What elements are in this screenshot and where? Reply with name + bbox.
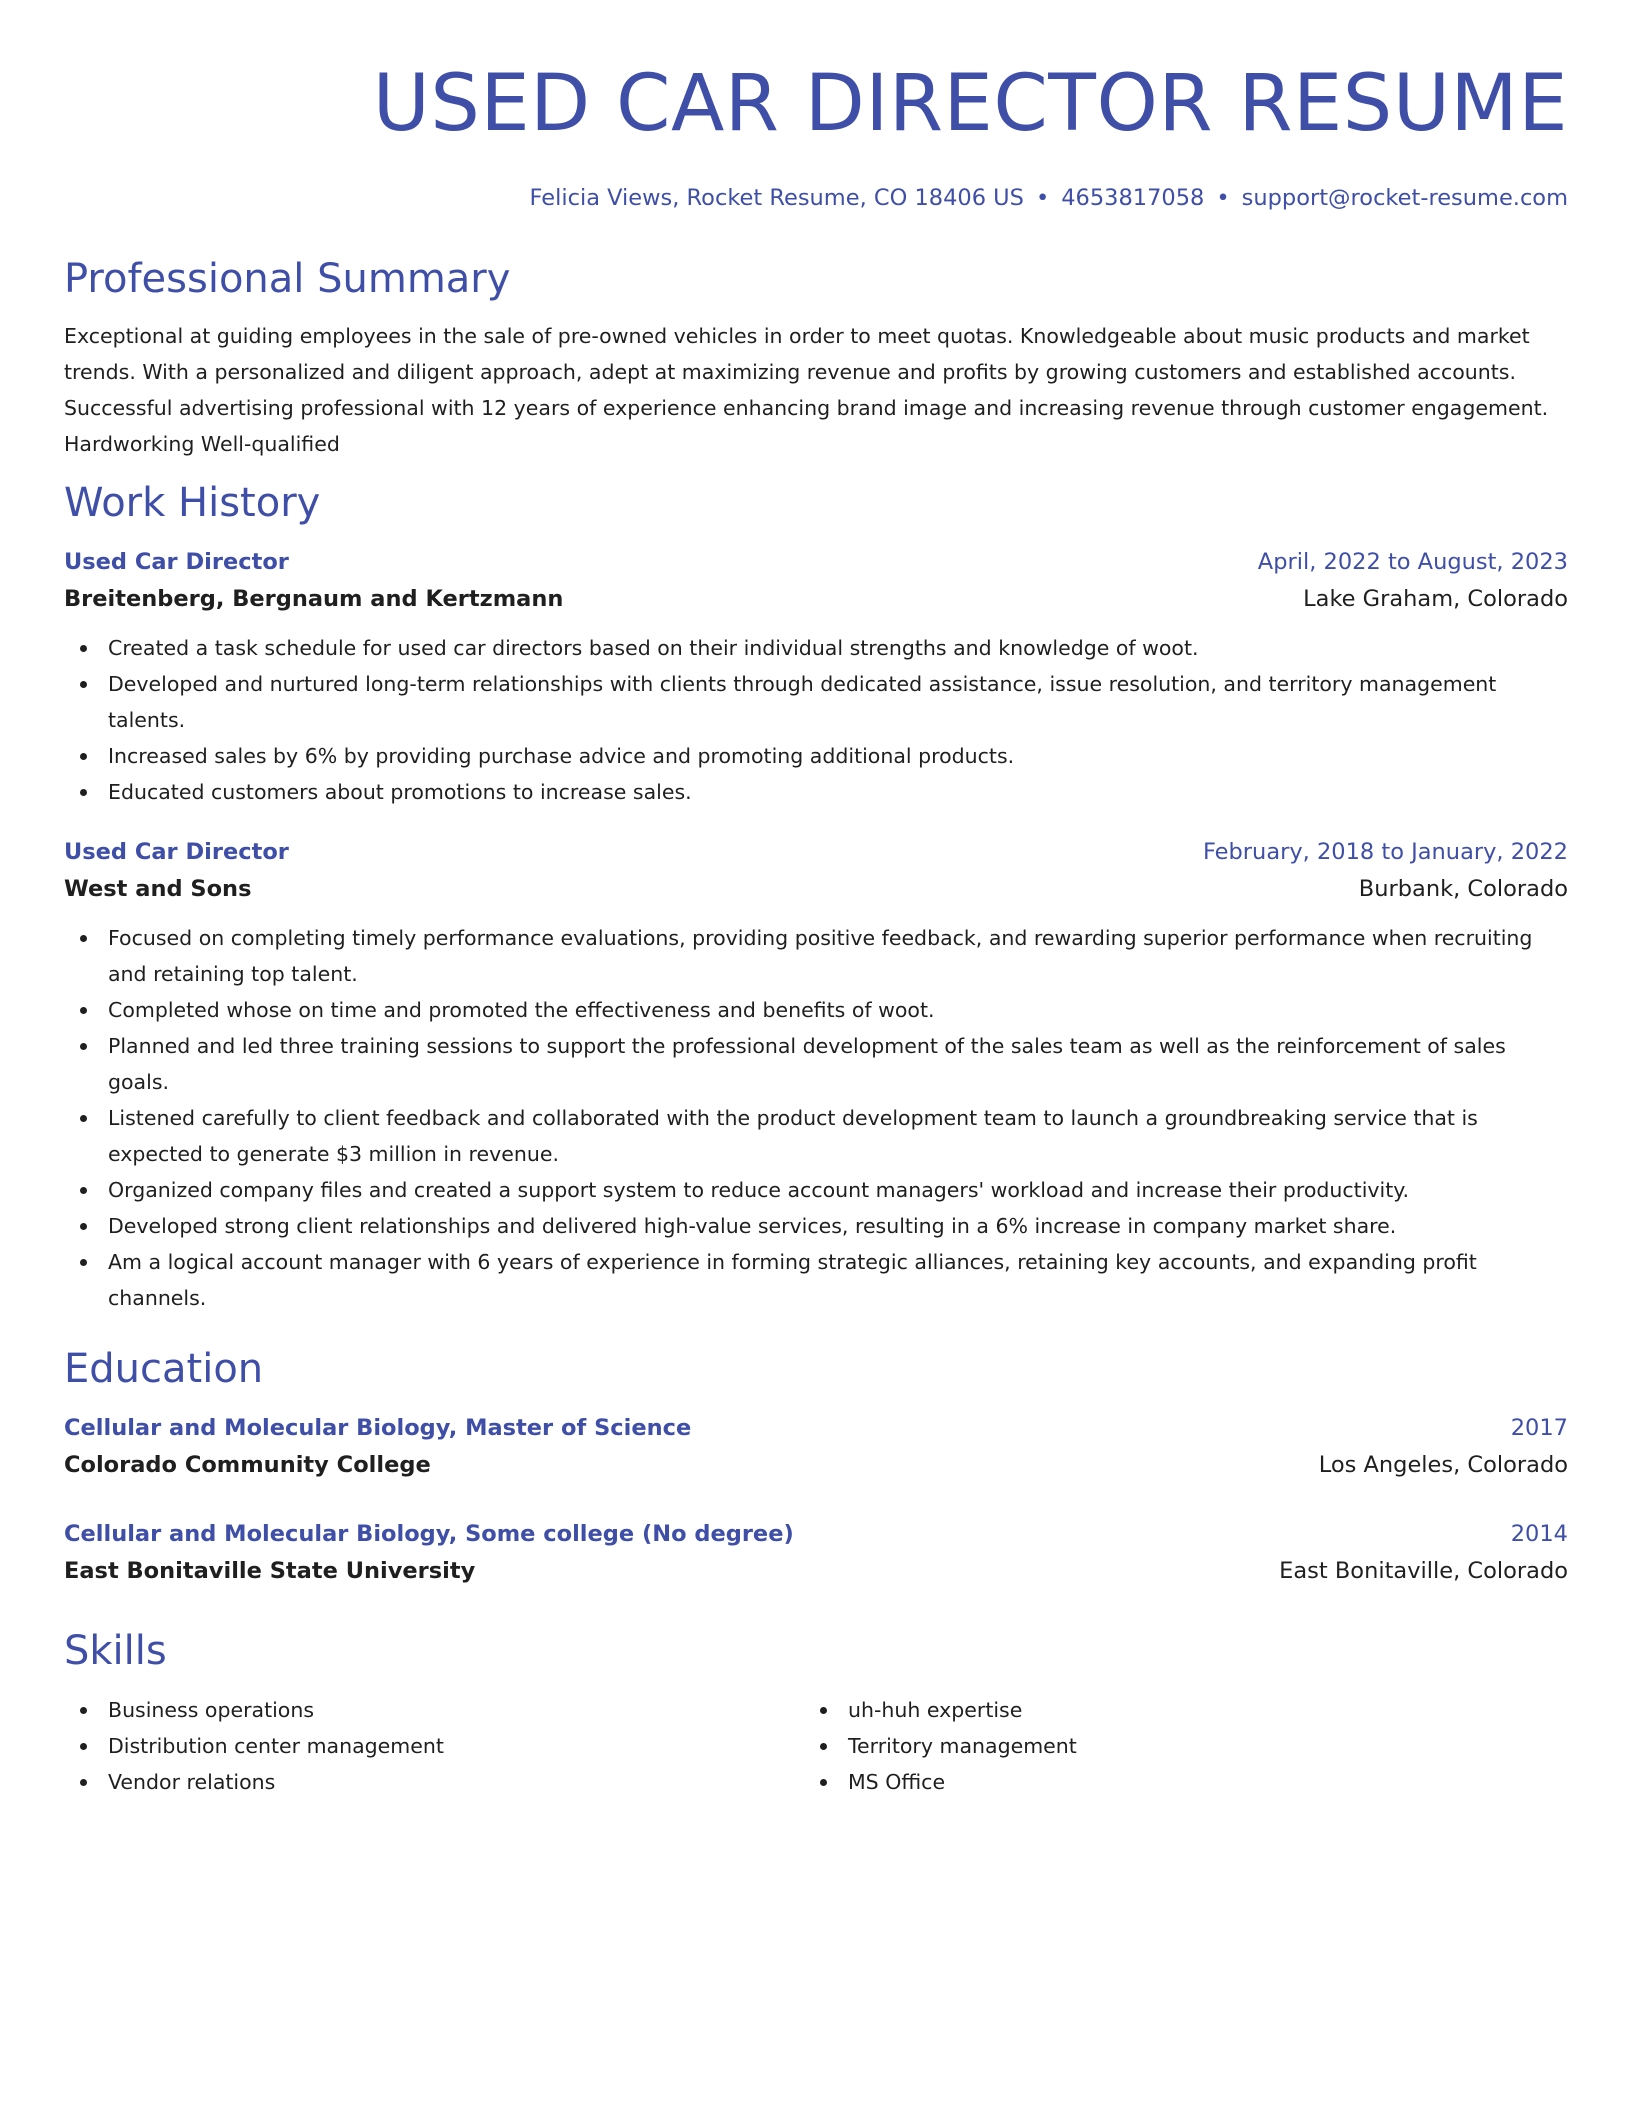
education-year: 2014: [1510, 1521, 1568, 1547]
contact-phone: 4653817058: [1061, 185, 1205, 211]
job-company: West and Sons: [64, 876, 252, 902]
list-item: Am a logical account manager with 6 years of experience in forming strategic alliances, retaining key accounts, and expanding profit channels.: [64, 1244, 1568, 1316]
education-degree: Cellular and Molecular Biology, Master of Science: [64, 1415, 692, 1441]
education-entry-1: [64, 1410, 1568, 1484]
job-location: Lake Graham, Colorado: [1303, 586, 1568, 612]
list-item: Increased sales by 6% by providing purchase advice and promoting additional products.: [64, 738, 1568, 774]
education-school: Colorado Community College: [64, 1452, 431, 1478]
skill-item: Territory management: [804, 1728, 1544, 1764]
summary-text: Exceptional at guiding employees in the sale of pre-owned vehicles in order to meet quotas. Knowledgeable about music products and market trends. With a personalized and diligent approach, adept at maximizing revenue and profits by growing customers and established accounts. Successful advertising professional with 12 years of experience enhancing brand image and increasing revenue through customer engagement. Hardworking Well-qualified: [64, 324, 1549, 456]
job-entry-1: [64, 544, 1568, 810]
list-item: Created a task schedule for used car directors based on their individual strengths and knowledge of woot.: [64, 630, 1568, 666]
job-dates: February, 2018 to January, 2022: [1202, 839, 1568, 865]
skill-item: MS Office: [804, 1764, 1544, 1800]
list-item: Developed strong client relationships and delivered high-value services, resulting in a 6% increase in company market share.: [64, 1208, 1568, 1244]
contact-email: support@rocket-resume.com: [1241, 185, 1568, 211]
education-school: East Bonitaville State University: [64, 1558, 476, 1584]
contact-separator: •: [1216, 185, 1230, 211]
education-location: Los Angeles, Colorado: [1318, 1452, 1568, 1478]
resume-title: USED CAR DIRECTOR RESUME: [372, 59, 1568, 149]
skill-item: Distribution center management: [64, 1728, 804, 1764]
job-location: Burbank, Colorado: [1358, 876, 1568, 902]
list-item: Planned and led three training sessions to support the professional development of the sales team as well as the reinforcement of sales goals.: [64, 1028, 1568, 1100]
skill-item: Vendor relations: [64, 1764, 804, 1800]
skills-heading: Skills: [64, 1628, 167, 1674]
job-bullets: [64, 630, 1568, 810]
skill-item: uh-huh expertise: [804, 1692, 1544, 1728]
education-location: East Bonitaville, Colorado: [1279, 1558, 1568, 1584]
skills-column-2: [804, 1692, 1544, 1800]
job-entry-2: [64, 834, 1568, 1316]
summary-heading: Professional Summary: [64, 256, 511, 302]
list-item: Developed and nurtured long-term relationships with clients through dedicated assistance, issue resolution, and territory management talents.: [64, 666, 1568, 738]
list-item: Listened carefully to client feedback and collaborated with the product development team to launch a groundbreaking service that is expected to generate $3 million in revenue.: [64, 1100, 1568, 1172]
education-year: 2017: [1510, 1415, 1568, 1441]
skill-item: Business operations: [64, 1692, 804, 1728]
contact-line: [64, 182, 1568, 214]
skills-list: [64, 1692, 1568, 1800]
contact-address: Felicia Views, Rocket Resume, CO 18406 US: [529, 185, 1024, 211]
education-heading: Education: [64, 1346, 264, 1392]
work-history-heading: Work History: [64, 480, 321, 526]
job-bullets: [64, 920, 1568, 1316]
list-item: Educated customers about promotions to increase sales.: [64, 774, 1568, 810]
contact-separator: •: [1035, 185, 1050, 211]
list-item: Completed whose on time and promoted the effectiveness and benefits of woot.: [64, 992, 1568, 1028]
education-degree: Cellular and Molecular Biology, Some college (No degree): [64, 1521, 794, 1547]
list-item: Focused on completing timely performance evaluations, providing positive feedback, and rewarding superior performance when recruiting and retaining top talent.: [64, 920, 1568, 992]
job-title: Used Car Director: [64, 839, 289, 865]
education-entry-2: [64, 1516, 1568, 1590]
list-item: Organized company files and created a support system to reduce account managers' workload and increase their productivity.: [64, 1172, 1568, 1208]
job-company: Breitenberg, Bergnaum and Kertzmann: [64, 586, 564, 612]
skills-column-1: [64, 1692, 804, 1800]
job-title: Used Car Director: [64, 549, 289, 575]
job-dates: April, 2022 to August, 2023: [1257, 549, 1568, 575]
